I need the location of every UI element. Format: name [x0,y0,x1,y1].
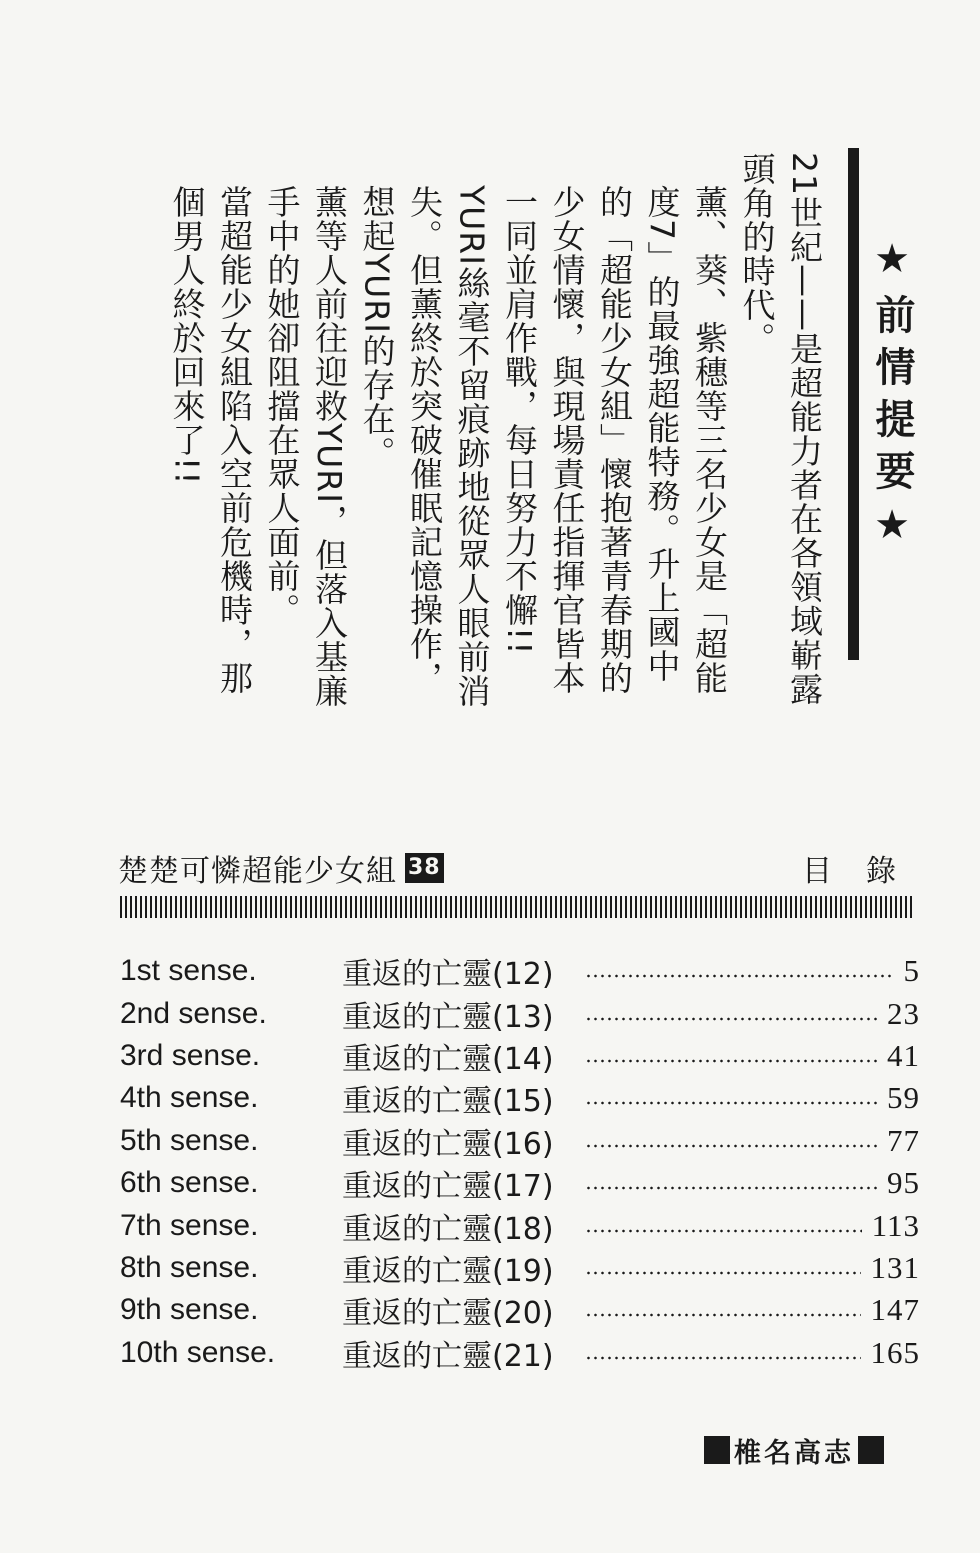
chapter-title: 重返的亡靈(16) [342,1126,554,1162]
chapter-title: 重返的亡靈(14) [342,1041,554,1077]
chapter-title: 重返的亡靈(21) [342,1338,554,1374]
toc-entry [120,950,920,992]
author-name: 椎名高志 [734,1437,854,1469]
dot-leader [585,1017,877,1021]
dot-leader [585,1271,861,1275]
toc-entry [120,1204,920,1246]
toc-entry [120,1332,920,1374]
dot-leader [585,1356,861,1360]
page-number: 165 [870,1334,920,1370]
toc-entry [120,1077,920,1119]
chapter-number: 4th sense. [120,1081,259,1115]
dot-leader [585,1144,877,1148]
toc-heading: 目錄 [802,854,930,889]
toc-entry [120,1035,920,1077]
synopsis-divider-bar [848,148,859,660]
chapter-number: 2nd sense. [120,996,267,1030]
chapter-title: 重返的亡靈(15) [342,1084,554,1120]
chapter-number: 7th sense. [120,1208,259,1242]
black-square-icon [858,1436,884,1464]
page-number: 77 [887,1122,920,1158]
synopsis-paragraph: 薰等人前往迎救YURI，但落入基廉手中的她卻阻擋在眾人面前。 [262,185,349,708]
synopsis-heading: ★前情提要★ [869,236,915,560]
synopsis-paragraph: YURI絲毫不留痕跡地從眾人眼前消失。但薰終於突破催眠記憶操作，想起YURI的存在。 [357,185,492,708]
page-number: 113 [871,1207,920,1243]
chapter-number: 8th sense. [120,1250,259,1284]
chapter-title: 重返的亡靈(20) [342,1296,554,1332]
black-square-icon [704,1436,730,1464]
table-of-contents [120,950,920,1374]
chapter-number: 3rd sense. [120,1038,261,1072]
chapter-title: 重返的亡靈(18) [342,1211,554,1247]
synopsis-paragraph: 21世紀——是超能力者在各領域嶄露頭角的時代。 [737,152,824,706]
tick-mark-rule [120,896,912,918]
page-number: 5 [903,953,920,989]
toc-entry [120,1120,920,1162]
chapter-title: 重返的亡靈(13) [342,999,554,1035]
chapter-title: 重返的亡靈(12) [342,957,554,993]
chapter-number: 1st sense. [120,954,257,988]
page-number: 95 [887,1165,920,1201]
synopsis-paragraph: 當超能少女組陷入空前危機時，那個男人終於回來了!! [167,185,254,695]
toc-entry [120,1289,920,1331]
toc-entry [120,1247,920,1289]
toc-entry [120,1162,920,1204]
chapter-title: 重返的亡靈(17) [342,1169,554,1205]
page-number: 59 [887,1080,920,1116]
dot-leader [585,1101,877,1105]
page-number: 147 [870,1292,920,1328]
page-number: 41 [887,1037,920,1073]
dot-leader [585,1186,877,1190]
chapter-number: 6th sense. [120,1166,259,1200]
page-number: 131 [870,1249,920,1285]
page-number: 23 [887,995,920,1031]
series-title-text: 楚楚可憐超能少女組 [118,854,397,889]
volume-badge: 38 [405,853,444,883]
synopsis-paragraph: 薰、葵、紫穗等三名少女是「超能度7」的最強超能特務。升上國中的「超能少女組」懷抱著青春期的少女情懷，與現場責任指揮官皆本一同並肩作戰，每日努力不懈!! [500,185,729,695]
chapter-title: 重返的亡靈(19) [342,1253,554,1289]
dot-leader [585,1229,862,1233]
dot-leader [585,974,894,978]
series-title [118,846,444,890]
chapter-number: 10th sense. [120,1335,276,1369]
dot-leader [585,1313,861,1317]
dot-leader [585,1059,877,1063]
synopsis-body [163,152,828,712]
author-credit [704,1430,884,1470]
chapter-number: 9th sense. [120,1293,259,1327]
toc-entry [120,992,920,1034]
chapter-number: 5th sense. [120,1123,259,1157]
